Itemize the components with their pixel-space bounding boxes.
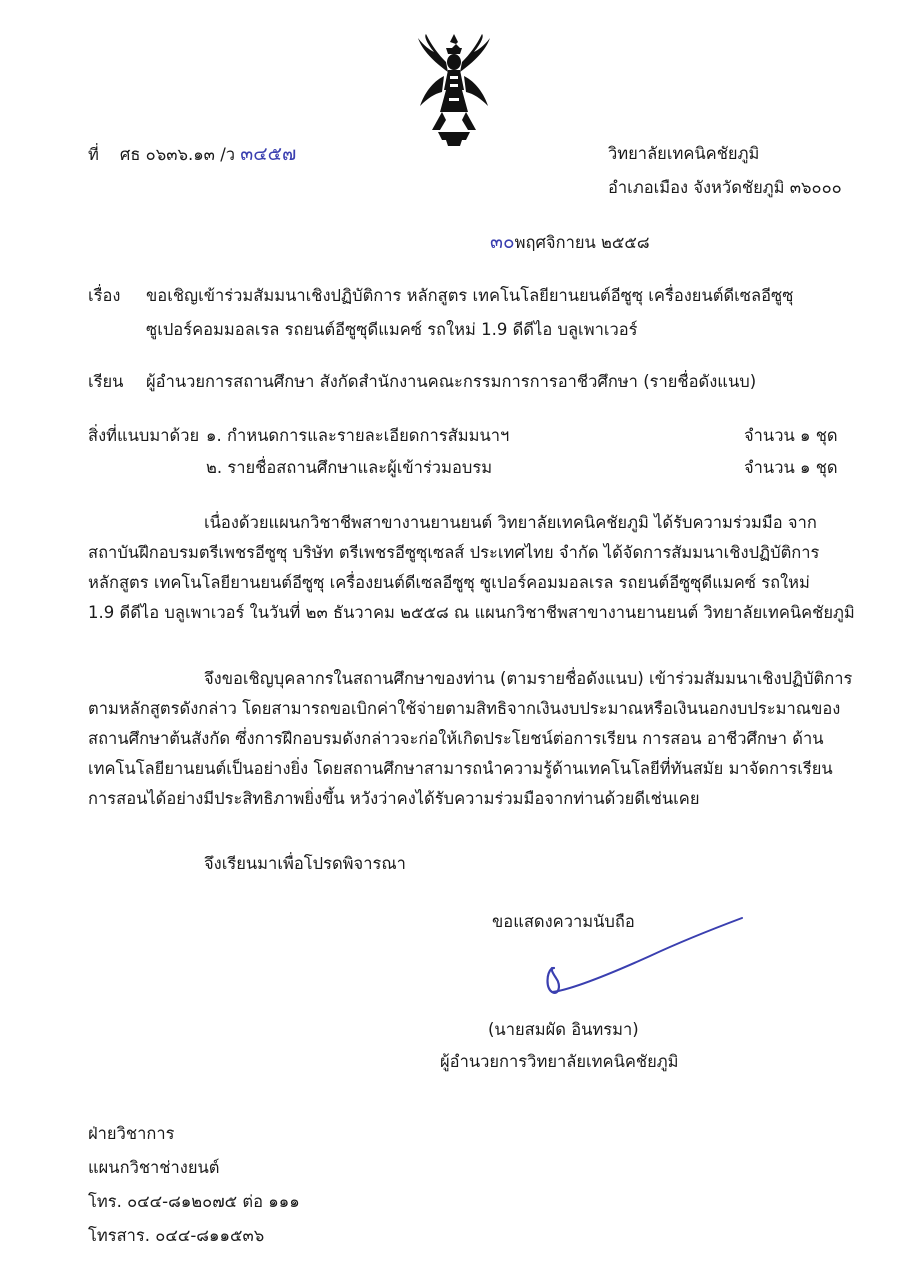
paragraph-line: สถานศึกษาต้นสังกัด ซึ่งการฝึกอบรมดังกล่าวจะก่อให้เกิดประโยชน์ต่อการเรียน การสอน อาชีวศึกษา ด้าน — [88, 729, 824, 748]
closing-request: จึงเรียนมาเพื่อโปรดพิจารณา — [204, 854, 406, 873]
reference-number: ศธ ๐๖๓๖.๑๓ /ว — [119, 145, 236, 164]
footer-department: แผนกวิชาช่างยนต์ — [88, 1158, 220, 1177]
letter-date — [490, 230, 650, 255]
date-day-handwritten: ๓๐ — [490, 231, 515, 253]
handwritten-signature — [530, 912, 750, 1022]
footer-phone: โทร. ๐๔๔-๘๑๒๐๗๕ ต่อ ๑๑๑ — [88, 1192, 300, 1211]
enclosure-item: ๒. รายชื่อสถานศึกษาและผู้เข้าร่วมอบรม — [206, 458, 493, 477]
subject-label: เรื่อง — [88, 286, 121, 305]
subject-line-2: ซูเปอร์คอมมอลเรล รถยนต์อีซูซุดีแมคซ์ รถใหม่ 1.9 ดีดีไอ บลูเพาเวอร์ — [146, 320, 638, 339]
enclosure-item: ๑. กำหนดการและรายละเอียดการสัมมนาฯ — [206, 426, 510, 445]
signer-name: (นายสมผัด อินทรมา) — [488, 1020, 639, 1039]
paragraph-line: เนื่องด้วยแผนกวิชาชีพสาขางานยานยนต์ วิทยาลัยเทคนิคชัยภูมิ ได้รับความร่วมมือ จาก — [204, 513, 817, 532]
enclosure-qty: จำนวน ๑ ชุด — [744, 426, 838, 445]
paragraph-line: ตามหลักสูตรดังกล่าว โดยสามารถขอเบิกค่าใช้จ่ายตามสิทธิจากเงินงบประมาณหรือเงินนอกงบประมาณของ — [88, 699, 841, 718]
salutation: ขอแสดงความนับถือ — [492, 912, 635, 931]
enclosure-qty: จำนวน ๑ ชุด — [744, 458, 838, 477]
paragraph-line: หลักสูตร เทคโนโลยียานยนต์อีซูซุ เครื่องยนต์ดีเซลอีซูซุ ซูเปอร์คอมมอลเรล รถยนต์อีซูซุดีแมคซ์ รถใหม่ — [88, 573, 810, 592]
footer-fax: โทรสาร. ๐๔๔-๘๑๑๕๓๖ — [88, 1226, 265, 1245]
paragraph-line: 1.9 ดีดีไอ บลูเพาเวอร์ ในวันที่ ๒๓ ธันวาคม ๒๕๕๘ ณ แผนกวิชาชีพสาขางานยานยนต์ วิทยาลัยเทคนิคชัยภูมิ — [88, 603, 855, 622]
paragraph-line: เทคโนโลยียานยนต์เป็นอย่างยิ่ง โดยสถานศึกษาสามารถนำความรู้ด้านเทคโนโลยีที่ทันสมัย มาจัดการเรียน — [88, 759, 833, 778]
subject-line-1: ขอเชิญเข้าร่วมสัมมนาเชิงปฏิบัติการ หลักสูตร เทคโนโลยียานยนต์อีซูซุ เครื่องยนต์ดีเซลอีซูซุ — [146, 286, 794, 305]
org-name: วิทยาลัยเทคนิคชัยภูมิ — [608, 144, 760, 163]
body-paragraph-2 — [88, 664, 853, 814]
org-address: อำเภอเมือง จังหวัดชัยภูมิ ๓๖๐๐๐ — [608, 178, 842, 197]
date-month-year: พฤศจิกายน ๒๕๕๘ — [514, 233, 650, 252]
enclosures-label: สิ่งที่แนบมาด้วย — [88, 426, 200, 445]
footer-division: ฝ่ายวิชาการ — [88, 1124, 175, 1143]
reference-line — [88, 142, 296, 167]
reference-prefix: ที่ — [88, 145, 99, 164]
reference-handwritten: ๓๔๕๗ — [240, 143, 297, 165]
to-label: เรียน — [88, 372, 124, 391]
signer-position: ผู้อำนวยการวิทยาลัยเทคนิคชัยภูมิ — [440, 1052, 679, 1071]
paragraph-line: การสอนได้อย่างมีประสิทธิภาพยิ่งขึ้น หวังว่าคงได้รับความร่วมมือจากท่านด้วยดีเช่นเคย — [88, 789, 700, 808]
body-paragraph-1 — [88, 508, 855, 628]
paragraph-line: จึงขอเชิญบุคลากรในสถานศึกษาของท่าน (ตามรายชื่อดังแนบ) เข้าร่วมสัมมนาเชิงปฏิบัติการ — [204, 669, 853, 688]
to-text: ผู้อำนวยการสถานศึกษา สังกัดสำนักงานคณะกรรมการการอาชีวศึกษา (รายชื่อดังแนบ) — [146, 372, 757, 391]
paragraph-line: สถาบันฝึกอบรมตรีเพชรอีซูซุ บริษัท ตรีเพชรอีซูซุเซลส์ ประเทศไทย จำกัด ได้จัดการสัมมนาเชิงปฏิบัติการ — [88, 543, 820, 562]
garuda-emblem — [412, 32, 496, 148]
